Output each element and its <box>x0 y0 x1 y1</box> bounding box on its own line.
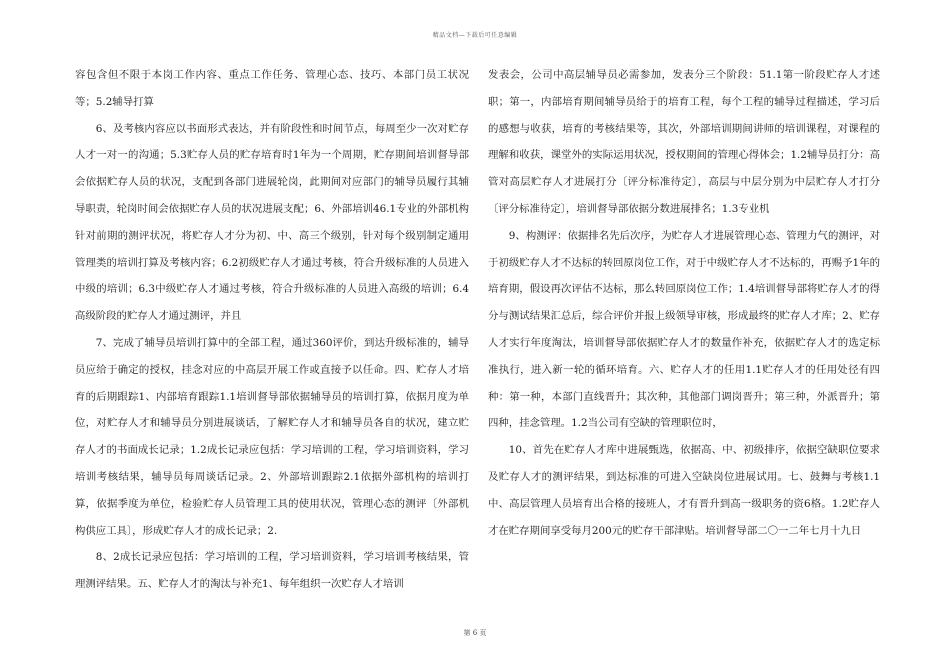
paragraph: 10、首先在贮存人才库中进展甄选，依据高、中、初级排序，依据空缺职位要求及贮存人才的测评结果，到达标准的可进入空缺岗位进展试用。七、鼓舞与考核1.1中、高层管理人员培育出合格的接班人，才有晋升到高一级职务的资6格。1.2贮存人才在贮存期间享受每月200元的贮存干部津贴。培训督导部二〇一二年七月十九日 <box>488 444 880 537</box>
paragraph: 9、构测评：依据排名先后次序，为贮存人才进展管理心态、管理力气的测评，对于初级贮存人才不达标的转回原岗位工作，对于中级贮存人才不达标的，再赐予1年的培育期，假设再次评估不达标，那么转回原岗位工作；1.4培训督导部将贮存人才的得分与测试结果汇总后，综合评价并报上级领导审核，形成最终的贮存人才库；2、贮存人才实行年度淘汰，培训督导部依据贮存人才的数量作补充，依据贮存人才的选定标准执行，进入新一轮的循环培育。六、贮存人才的任用1.1贮存人才的任用处径有四种：第一种，本部门直线晋升；其次种，其他部门调岗晋升；第三种，外派晋升；第四种，挂念管理。1.2当公司有空缺的管理职位时， <box>488 229 880 430</box>
right-column <box>488 62 880 544</box>
left-column <box>75 62 469 598</box>
paragraph: 7、完成了辅导员培训打算中的全部工程，通过360评价，到达升级标准的，辅导员应给于确定的授权，挂念对应的中高层开展工作或直接予以任命。四、贮存人才培育的后期跟踪1、内部培育跟踪1.1培训督导部依据辅导员的培训打算，依据月度为单位，对贮存人才和辅导员分别进展谈话，了解贮存人才和辅导员各自的状况，建立贮存人才的书面成长记录；1.2成长记录应包括：学习培训的工程，学习培训资料，学习培训考核结果，辅导员每周谈话记录。2、外部培训跟踪2.1依据外部机构的培训打算，依据季度为单位，检验贮存人员管理工具的使用状况，管理心态的测评〔外部机构供应工具〕，形成贮存人才的成长记录；2. <box>75 336 469 537</box>
paragraph: 6、及考核内容应以书面形式表达，并有阶段性和时间节点，每周至少一次对贮存人才一对一的沟通；5.3贮存人员的贮存培育时1年为一个周期，贮存期间培训督导部会依据贮存人员的状况，支配到各部门进展轮岗，此期间对应部门的辅导员履行其辅导职责，轮岗时间会依据贮存人员的状况进展支配；6、外部培训46.1专业的外部机构针对前期的测评状况，将贮存人才分为初、中、高三个级别，针对每个级别制定通用管理类的培训打算及考核内容；6.2初级贮存人才通过考核，符合升级标准的人员进入中级的培训；6.3中级贮存人才通过考核，符合升级标准的人员进入高级的培训；6.4高级阶段的贮存人才通过测评，并且 <box>75 122 469 323</box>
paragraph: 容包含但不限于本岗工作内容、重点工作任务、管理心态、技巧、本部门员工状况等；5.2辅导打算 <box>75 69 469 108</box>
paragraph: 发表会，公司中高层辅导员必需参加，发表分三个阶段：51.1第一阶段贮存人才述职；第一，内部培育期间辅导员给于的培育工程，每个工程的辅导过程描述，学习后的感想与收获，培育的考核结果等，其次，外部培训期间讲师的培训课程，对课程的理解和收获，课堂外的实际运用状况，授权期间的管理心得体会；1.2辅导员打分：高管对高层贮存人才进展打分〔评分标准待定〕，高层与中层分别为中层贮存人才打分〔评分标准待定〕，培训督导部依据分数进展排名；1.3专业机 <box>488 69 880 215</box>
page-number: 第 6 页 <box>463 629 487 637</box>
page-header: 精品文档—下载后可任意编辑 <box>432 32 518 39</box>
paragraph: 8、2成长记录应包括：学习培训的工程，学习培训资料，学习培训考核结果，管理测评结果。五、贮存人才的淘汰与补充1、每年组织一次贮存人才培训 <box>75 551 469 591</box>
